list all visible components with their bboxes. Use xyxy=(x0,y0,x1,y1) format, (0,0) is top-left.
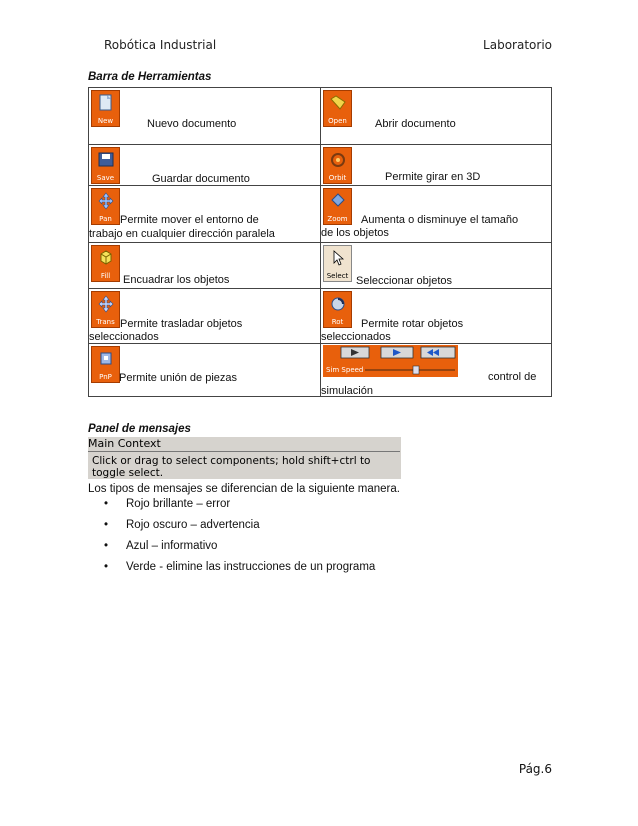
header-right: Laboratorio xyxy=(483,38,552,52)
message-panel-title: Main Context xyxy=(88,438,400,452)
header-left: Robótica Industrial xyxy=(104,38,217,52)
toolbar-section-title: Barra de Herramientas xyxy=(88,71,212,83)
toolbar-table xyxy=(88,87,552,397)
tool-cell-fill xyxy=(89,243,321,289)
bullet-icon: • xyxy=(104,519,109,531)
table-row xyxy=(89,344,552,397)
list-item: • Verde - elimine las instrucciones de un programa xyxy=(104,561,376,573)
tool-desc-line2: de los objetos xyxy=(321,227,389,239)
tool-desc: Encuadrar los objetos xyxy=(123,274,230,286)
list-item: • Azul – informativo xyxy=(104,540,218,552)
tool-desc-line2: seleccionados xyxy=(89,331,159,343)
tool-cell-save xyxy=(89,145,321,186)
list-item: • Rojo oscuro – advertencia xyxy=(104,519,260,531)
tool-desc-line1: Permite rotar objetos xyxy=(361,318,464,330)
tool-cell-rot xyxy=(321,289,552,344)
tool-cell-select xyxy=(321,243,552,289)
table-row xyxy=(89,186,552,243)
tool-desc: Permite unión de piezas xyxy=(119,372,238,384)
open-folder-icon: Open xyxy=(323,90,352,127)
list-item: • Rojo brillante – error xyxy=(104,498,231,510)
tool-desc: Seleccionar objetos xyxy=(356,275,453,287)
fill-cube-icon: Fill xyxy=(91,245,120,282)
messages-section-title: Panel de mensajes xyxy=(88,423,191,435)
messages-intro: Los tipos de mensajes se diferencian de la siguiente manera. xyxy=(88,483,400,495)
tool-desc: Guardar documento xyxy=(152,173,250,185)
tool-cell-sim xyxy=(321,344,552,397)
simulation-control-icon xyxy=(323,345,458,377)
table-row xyxy=(89,88,552,145)
save-disk-icon: Save xyxy=(91,147,120,184)
tool-cell-new xyxy=(89,88,321,145)
tool-desc-line1: Permite mover el entorno de xyxy=(120,214,259,226)
tool-desc-line1: control de xyxy=(488,371,537,383)
tool-desc-line1: Permite trasladar objetos xyxy=(120,318,243,330)
tool-cell-pnp xyxy=(89,344,321,397)
tool-cell-orbit xyxy=(321,145,552,186)
translate-arrows-icon: Trans xyxy=(91,291,120,328)
table-row xyxy=(89,145,552,186)
bullet-icon: • xyxy=(104,498,109,510)
new-document-icon: New xyxy=(91,90,120,127)
tool-cell-trans xyxy=(89,289,321,344)
pan-arrows-icon: Pan xyxy=(91,188,120,225)
page-number: Pág.6 xyxy=(518,762,552,776)
tool-cell-open xyxy=(321,88,552,145)
orbit-3d-icon: Orbit xyxy=(323,147,352,184)
tool-desc-line2: seleccionados xyxy=(321,331,391,343)
tool-desc: Permite girar en 3D xyxy=(385,171,481,183)
tool-desc: Abrir documento xyxy=(375,118,456,130)
table-row xyxy=(89,243,552,289)
bullet-icon: • xyxy=(104,540,109,552)
tool-desc-line2: simulación xyxy=(321,385,373,397)
sim-speed-label: Sim Speed xyxy=(326,366,364,374)
message-types-list xyxy=(104,496,375,580)
table-row xyxy=(89,289,552,344)
message-panel xyxy=(88,437,401,479)
tool-cell-zoom xyxy=(321,186,552,243)
zoom-icon: Zoom xyxy=(323,188,352,225)
message-panel-text: Click or drag to select components; hold shift+ctrl to toggle select. xyxy=(92,455,371,479)
bullet-icon: • xyxy=(104,561,109,573)
select-cursor-icon: Select xyxy=(323,245,352,282)
tool-cell-pan xyxy=(89,186,321,243)
tool-desc-line1: Aumenta o disminuye el tamaño xyxy=(361,214,519,226)
rotate-icon: Rot xyxy=(323,291,352,328)
tool-desc: Nuevo documento xyxy=(147,118,237,130)
tool-desc-line2: trabajo en cualquier dirección paralela xyxy=(89,228,275,240)
pnp-piece-icon: PnP xyxy=(91,346,120,383)
